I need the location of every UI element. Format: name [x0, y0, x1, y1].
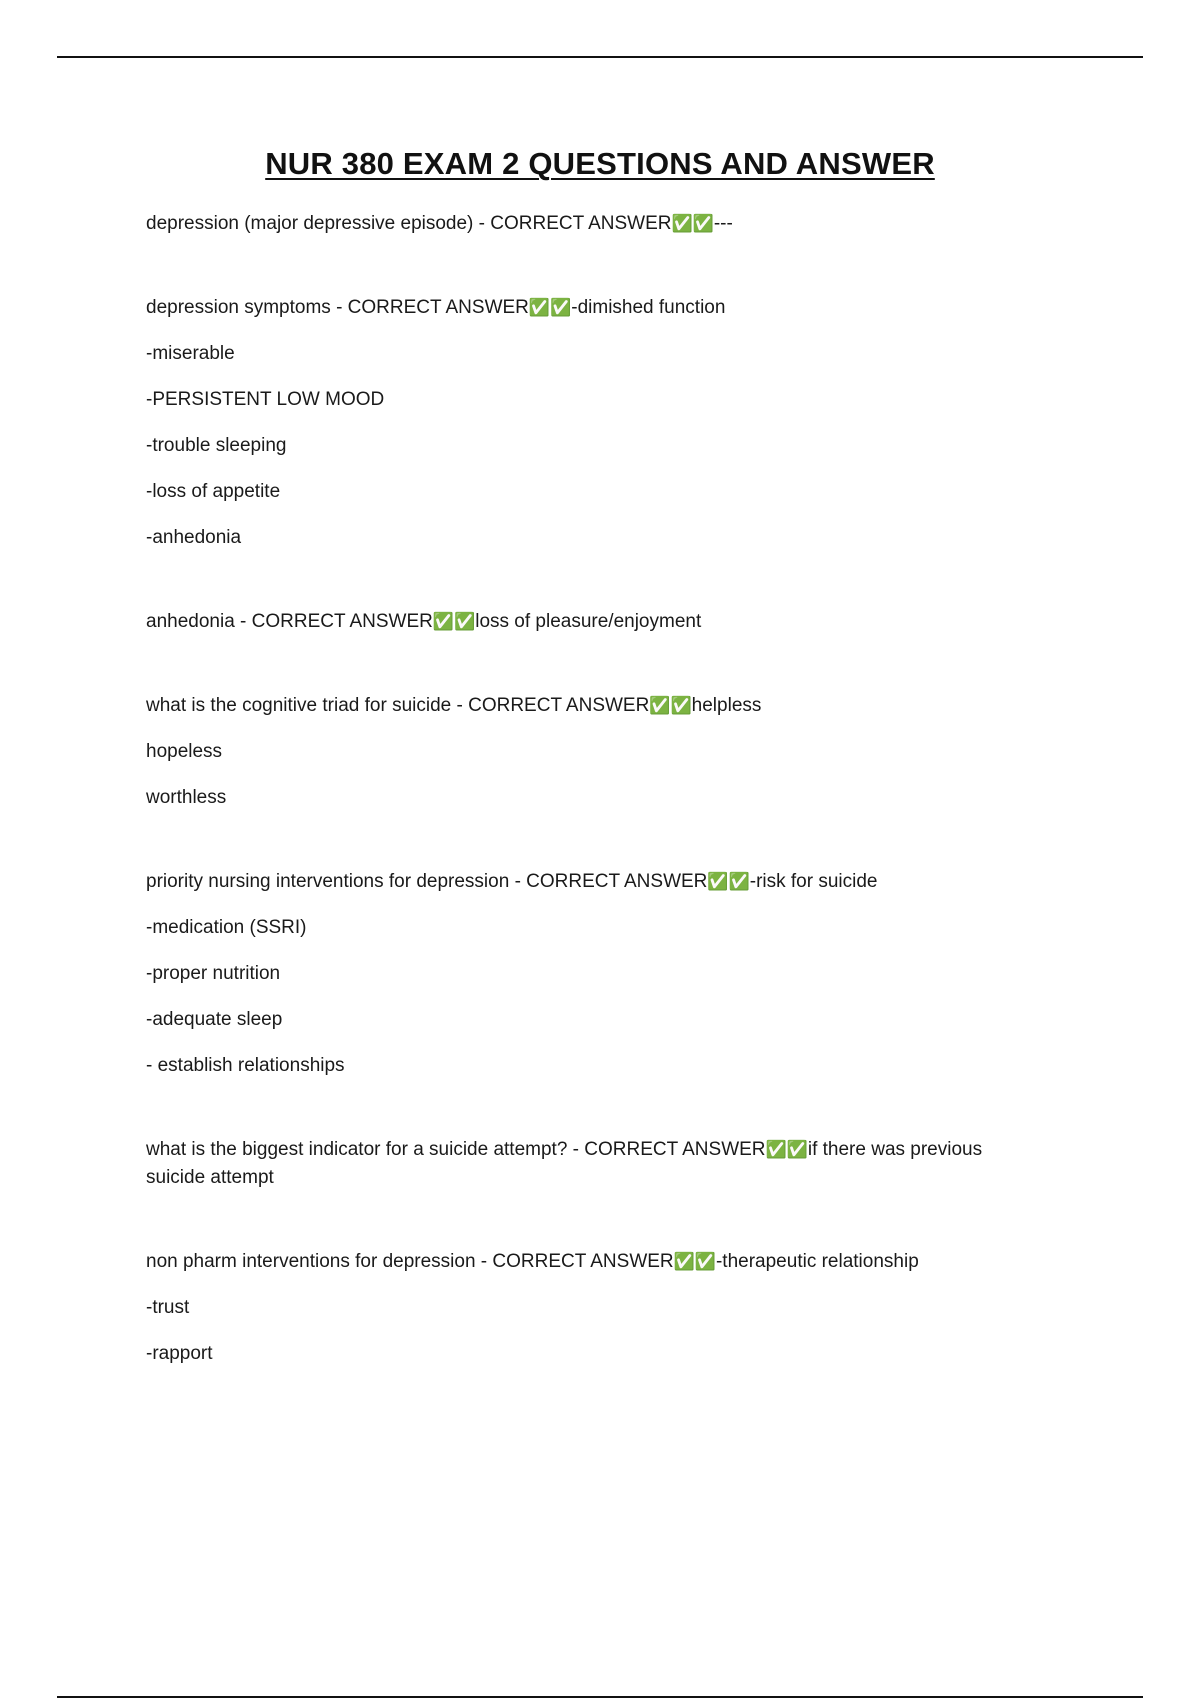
- answer-line: -trouble sleeping: [146, 435, 287, 456]
- answer-line: -rapport: [146, 1343, 213, 1364]
- qa-heading-line: [146, 1248, 1046, 1276]
- answer-marker: - CORRECT ANSWER: [473, 213, 672, 234]
- answer-line: -adequate sleep: [146, 1009, 283, 1030]
- check-mark-icon: ✅✅: [528, 298, 572, 318]
- answer-line: -PERSISTENT LOW MOOD: [146, 389, 385, 410]
- qa-heading-line: [146, 692, 1046, 720]
- qa-heading-line: [146, 294, 1046, 322]
- answer-marker: - CORRECT ANSWER: [509, 871, 708, 892]
- answer-marker: - CORRECT ANSWER: [451, 695, 650, 716]
- answer-text: -therapeutic relationship: [715, 1251, 919, 1272]
- bottom-divider: [57, 1696, 1143, 1698]
- check-mark-icon: ✅✅: [673, 1252, 716, 1272]
- qa-item: [146, 1136, 1046, 1192]
- question-text: priority nursing interventions for depression: [146, 871, 510, 892]
- qa-item: [146, 294, 1046, 552]
- check-mark-icon: ✅✅: [765, 1140, 808, 1160]
- answer-text: if there was previous suicide attempt: [146, 1139, 983, 1188]
- answer-line: -anhedonia: [146, 527, 242, 548]
- answer-line: - establish relationships: [146, 1055, 345, 1076]
- answer-text: -risk for suicide: [749, 871, 878, 892]
- qa-item: [146, 608, 1046, 636]
- question-text: what is the cognitive triad for suicide: [146, 695, 452, 716]
- answer-line: -loss of appetite: [146, 481, 281, 502]
- answer-marker: - CORRECT ANSWER: [567, 1139, 766, 1160]
- qa-heading-line: [146, 868, 1046, 896]
- answer-text: helpless: [691, 695, 762, 716]
- check-mark-icon: ✅✅: [649, 696, 692, 716]
- answer-line: -proper nutrition: [146, 963, 281, 984]
- top-divider: [57, 56, 1143, 58]
- qa-heading-line: [146, 210, 1046, 238]
- qa-heading-line: [146, 608, 1046, 636]
- qa-item: [146, 692, 1046, 812]
- answer-line: -miserable: [146, 343, 235, 364]
- answer-line: -medication (SSRI): [146, 917, 307, 938]
- document-title: NUR 380 EXAM 2 QUESTIONS AND ANSWER: [265, 146, 935, 181]
- check-mark-icon: ✅✅: [671, 214, 714, 234]
- answer-line: -trust: [146, 1297, 190, 1318]
- qa-heading-line: [146, 1136, 1046, 1192]
- qa-item: [146, 210, 1046, 238]
- answer-marker: - CORRECT ANSWER: [234, 611, 433, 632]
- answer-marker: - CORRECT ANSWER: [475, 1251, 674, 1272]
- answer-text: ---: [713, 213, 733, 234]
- answer-marker: - CORRECT ANSWER: [330, 297, 529, 318]
- question-text: anhedonia: [146, 611, 235, 632]
- answer-text: loss of pleasure/enjoyment: [475, 611, 702, 632]
- qa-item: [146, 868, 1046, 1080]
- question-text: depression symptoms: [146, 297, 331, 318]
- qa-item: [146, 1248, 1046, 1368]
- question-text: depression (major depressive episode): [146, 213, 474, 234]
- answer-line: worthless: [146, 787, 227, 808]
- answer-line: hopeless: [146, 741, 223, 762]
- answer-text: -dimished function: [571, 297, 726, 318]
- check-mark-icon: ✅✅: [707, 872, 750, 892]
- question-text: what is the biggest indicator for a suicide attempt?: [146, 1139, 568, 1160]
- check-mark-icon: ✅✅: [432, 612, 476, 632]
- question-text: non pharm interventions for depression: [146, 1251, 476, 1272]
- qa-list: [146, 210, 1046, 1424]
